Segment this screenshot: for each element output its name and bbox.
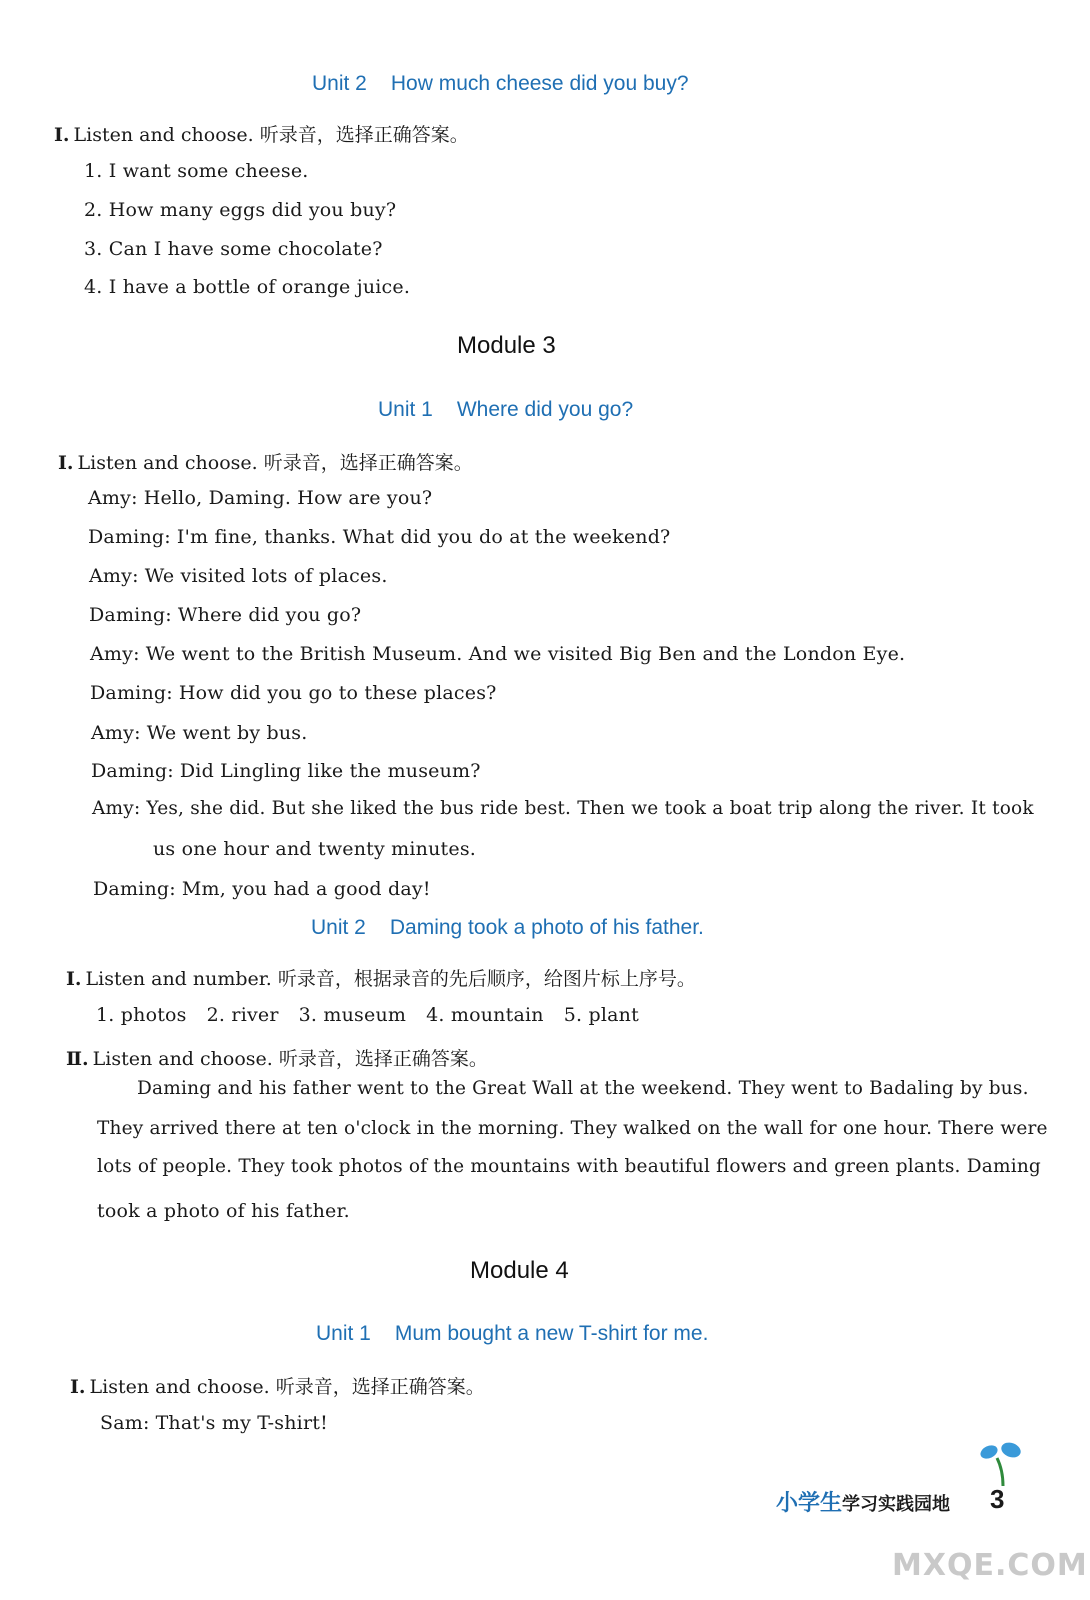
unit-title: Where did you go?: [456, 398, 634, 421]
unit-number: Unit 2: [312, 72, 367, 95]
utterance: Yes, she did. But she liked the bus ride best. Then we took a boat trip along the river. It took: [146, 798, 1034, 819]
unit-number: Unit 1: [316, 1322, 371, 1345]
answer-item: 3. museum: [298, 1004, 407, 1026]
passage-line: took a photo of his father.: [97, 1200, 350, 1222]
list-item: 1. I want some cheese.: [84, 160, 309, 182]
answer-item: 2. river: [206, 1004, 279, 1026]
unit-heading: [378, 398, 633, 422]
brand-sub: 学习实践园地: [842, 1494, 951, 1515]
speaker: Amy:: [92, 798, 141, 819]
speaker: Daming:: [93, 878, 176, 900]
dialogue-line: [153, 838, 476, 860]
list-item: 4. I have a bottle of orange juice.: [84, 276, 411, 298]
list-item: 3. Can I have some chocolate?: [84, 238, 383, 260]
section-instruction: Listen and choose. 听录音，选择正确答案。: [92, 1048, 488, 1070]
dialogue-line: [89, 565, 388, 587]
answer-item: 4. mountain: [426, 1004, 544, 1026]
dialogue-line: [88, 487, 432, 509]
unit-heading: [312, 72, 689, 96]
dialogue-line: [92, 798, 1034, 819]
section-instruction: Listen and choose. 听录音，选择正确答案。: [89, 1376, 485, 1398]
dialogue-line: [93, 878, 431, 900]
utterance: How did you go to these places?: [178, 682, 497, 704]
utterance: Hello, Daming. How are you?: [143, 487, 433, 509]
utterance: us one hour and twenty minutes.: [153, 838, 477, 860]
unit-number: Unit 2: [311, 916, 366, 939]
section-instruction: Listen and choose. 听录音，选择正确答案。: [77, 452, 473, 474]
answer-item: 1. photos: [96, 1004, 187, 1026]
utterance: We went to the British Museum. And we visited Big Ben and the London Eye.: [145, 643, 906, 665]
utterance: That's my T-shirt!: [155, 1412, 328, 1434]
watermark: MXQE.COM: [892, 1548, 1088, 1583]
section-number: Ⅰ.: [58, 452, 74, 474]
passage-line: lots of people. They took photos of the mountains with beautiful flowers and green plants. Daming: [97, 1156, 1041, 1177]
section-number: Ⅰ.: [54, 124, 70, 146]
speaker: Amy:: [89, 565, 139, 587]
section-heading: [70, 1372, 485, 1399]
section-number: Ⅱ.: [66, 1048, 89, 1070]
speaker: Daming:: [90, 682, 173, 704]
dialogue-line: [100, 1412, 328, 1434]
unit-title: How much cheese did you buy?: [390, 72, 689, 95]
utterance: We went by bus.: [146, 722, 308, 744]
passage-line: Daming and his father went to the Great Wall at the weekend. They went to Badaling by bus.: [137, 1078, 1029, 1099]
dialogue-line: [91, 760, 481, 782]
module-title: Module 3: [457, 332, 556, 359]
unit-title: Mum bought a new T-shirt for me.: [394, 1322, 709, 1345]
utterance: I'm fine, thanks. What did you do at the weekend?: [176, 526, 671, 548]
footer-brand: [776, 1486, 950, 1517]
speaker: Daming:: [89, 604, 172, 626]
unit-heading: [311, 916, 704, 940]
section-heading: [58, 448, 473, 475]
section-heading: [66, 964, 696, 991]
section-instruction: Listen and choose. 听录音，选择正确答案。: [73, 124, 469, 146]
utterance: Mm, you had a good day!: [181, 878, 431, 900]
speaker: Amy:: [88, 487, 138, 509]
unit-title: Daming took a photo of his father.: [389, 916, 704, 939]
section-number: Ⅰ.: [66, 968, 82, 990]
speaker: Daming:: [91, 760, 174, 782]
speaker: Amy:: [90, 643, 140, 665]
brand-main: 小学生: [776, 1491, 843, 1516]
unit-heading: [316, 1322, 708, 1346]
section-heading: [54, 120, 469, 147]
answer-row: [96, 1004, 659, 1026]
dialogue-line: [91, 722, 308, 744]
dialogue-line: [90, 682, 497, 704]
list-item: 2. How many eggs did you buy?: [84, 199, 397, 221]
dialogue-line: [88, 526, 670, 548]
section-heading: [66, 1044, 488, 1071]
answer-item: 5. plant: [563, 1004, 639, 1026]
speaker: Daming:: [88, 526, 171, 548]
utterance: Where did you go?: [177, 604, 362, 626]
unit-number: Unit 1: [378, 398, 433, 421]
speaker: Sam:: [100, 1412, 150, 1434]
utterance: We visited lots of places.: [144, 565, 388, 587]
section-instruction: Listen and number. 听录音，根据录音的先后顺序，给图片标上序号。: [85, 968, 696, 990]
sprout-logo-icon: [975, 1440, 1035, 1494]
module-title: Module 4: [470, 1257, 569, 1284]
section-number: Ⅰ.: [70, 1376, 86, 1398]
passage-line: They arrived there at ten o'clock in the morning. They walked on the wall for one hour. There were: [97, 1118, 1048, 1139]
dialogue-line: [90, 643, 905, 665]
page-number: 3: [990, 1484, 1005, 1514]
speaker: Amy:: [91, 722, 141, 744]
dialogue-line: [89, 604, 361, 626]
utterance: Did Lingling like the museum?: [179, 760, 481, 782]
